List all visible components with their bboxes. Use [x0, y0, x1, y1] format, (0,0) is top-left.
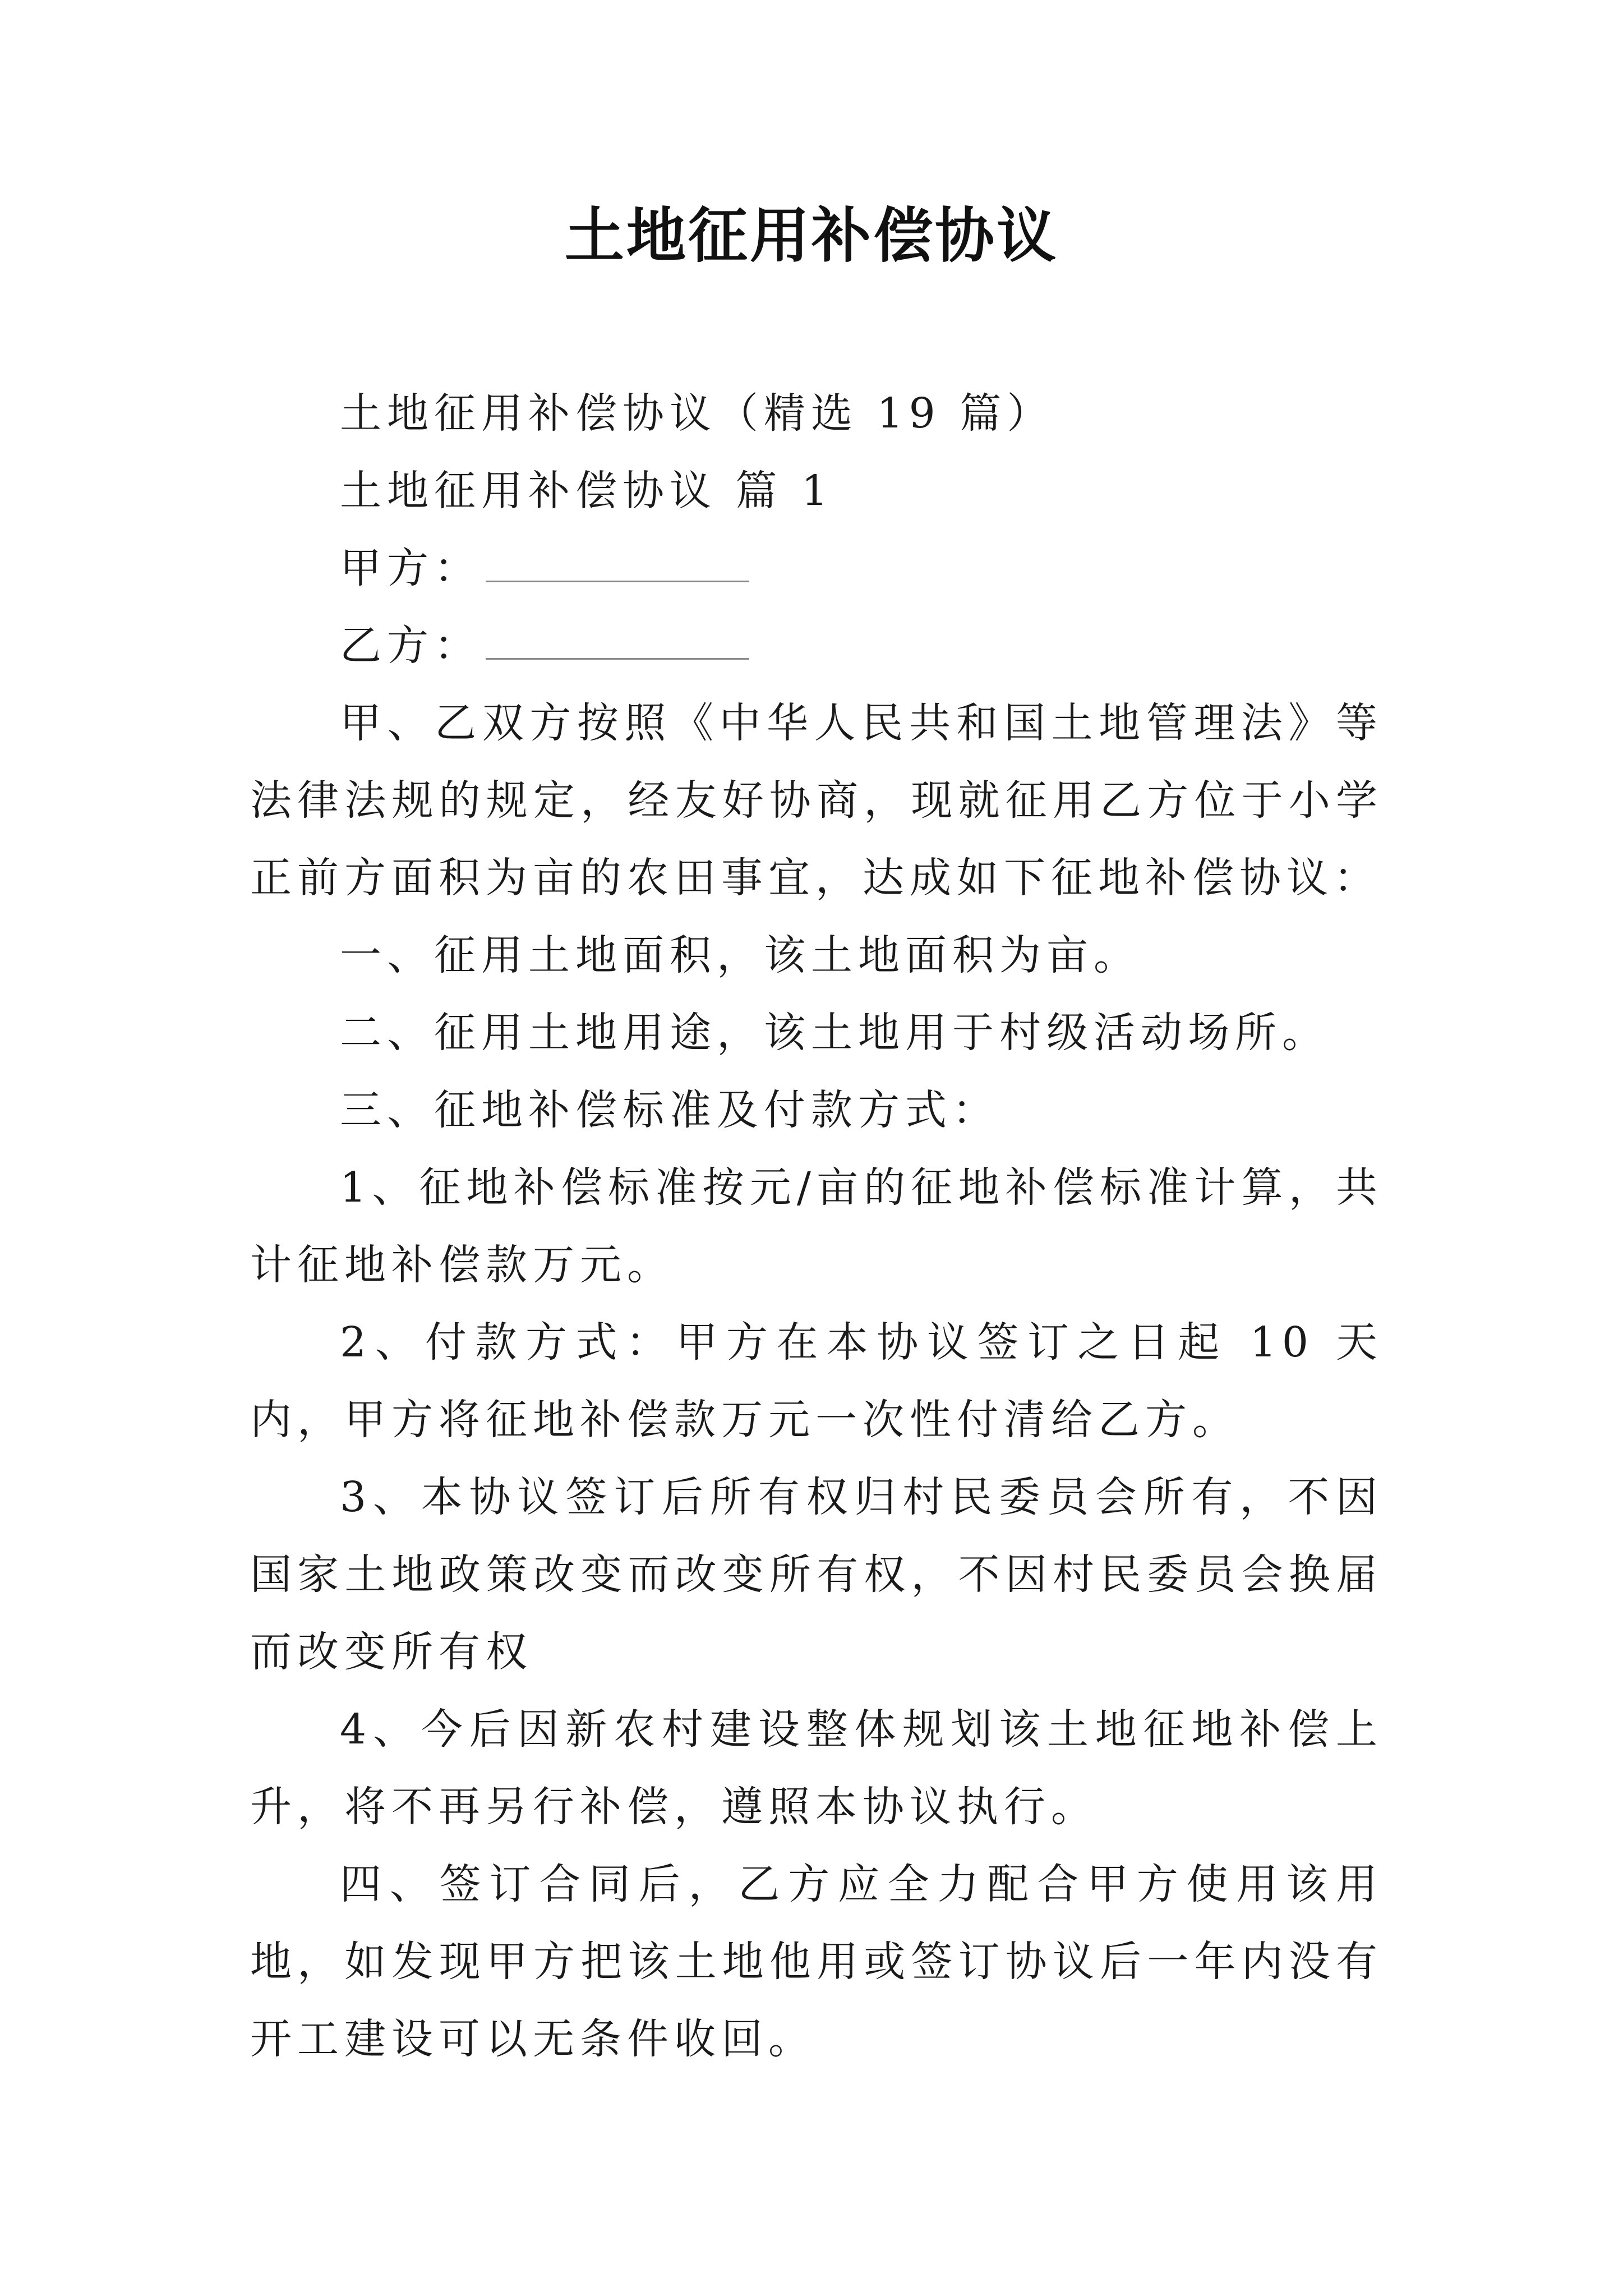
- party-b-blank: [486, 624, 749, 660]
- paragraph-item-4: 4、今后因新农村建设整体规划该土地征地补偿上升，将不再另行补偿，遵照本协议执行。: [250, 1705, 1383, 1831]
- paragraph-preamble: 甲、乙双方按照《中华人民共和国土地管理法》等法律法规的规定，经友好协商，现就征用乙方位于小学正前方面积为亩的农田事宜，达成如下征地补偿协议：: [250, 699, 1383, 902]
- document-body: [250, 375, 1383, 2078]
- party-a-label: 甲方：: [340, 544, 481, 592]
- section-heading: 土地征用补偿协议 篇 1: [340, 467, 834, 515]
- paragraph-item-2: 2、付款方式：甲方在本协议签订之日起 10 天内，甲方将征地补偿款万元一次性付清给乙方。: [250, 1318, 1383, 1444]
- paragraph-clause-3: 三、征地补偿标准及付款方式：: [340, 1086, 999, 1134]
- paragraph-item-1: 1、征地补偿标准按元/亩的征地补偿标准计算，共计征地补偿款万元。: [250, 1163, 1383, 1289]
- document-title: 土地征用补偿协议: [565, 200, 1058, 270]
- paragraph-item-3: 3、本协议签订后所有权归村民委员会所有，不因国家土地政策改变而改变所有权，不因村民委员会换届而改变所有权: [250, 1473, 1383, 1676]
- paragraph-clause-1: 一、征用土地面积，该土地面积为亩。: [340, 931, 1141, 979]
- party-b-label: 乙方：: [340, 622, 481, 670]
- document-subtitle: 土地征用补偿协议（精选 19 篇）: [340, 389, 1054, 438]
- party-b-line: [250, 607, 1383, 684]
- party-a-blank: [486, 547, 749, 582]
- party-a-line: [250, 530, 1383, 607]
- paragraph-clause-2: 二、征用土地用途，该土地用于村级活动场所。: [340, 1009, 1329, 1057]
- paragraph-clause-4: 四、签订合同后，乙方应全力配合甲方使用该用地，如发现甲方把该土地他用或签订协议后一年内没有开工建设可以无条件收回。: [250, 1860, 1383, 2063]
